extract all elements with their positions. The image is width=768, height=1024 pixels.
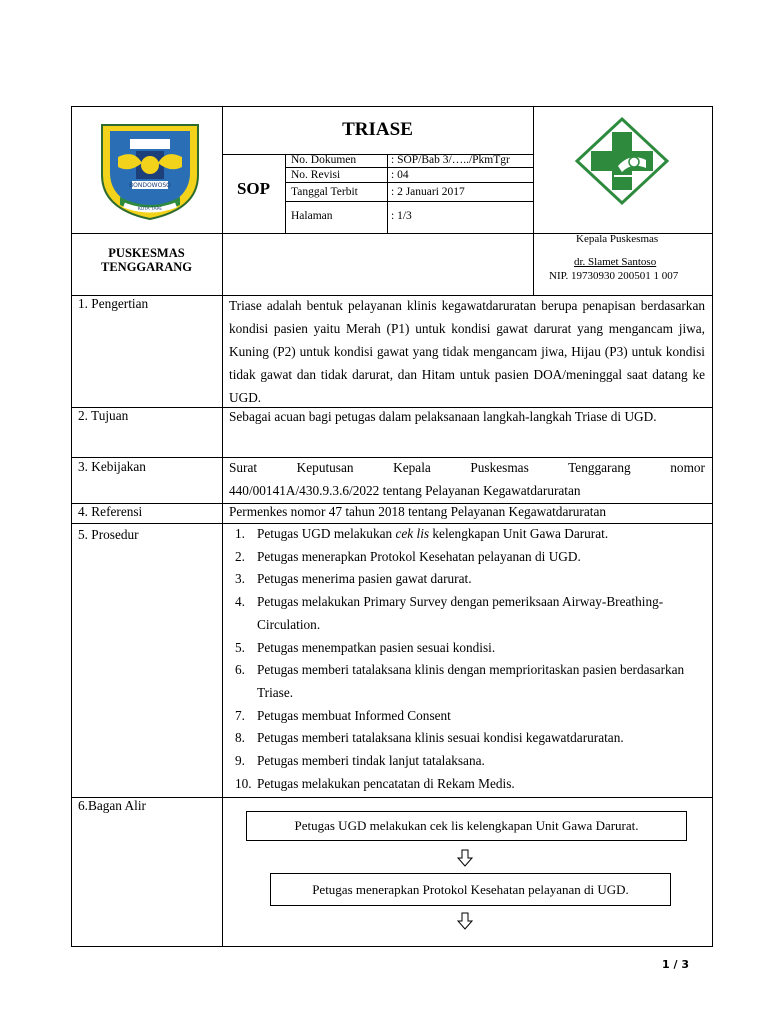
org-name-line1: PUSKESMAS bbox=[108, 246, 185, 260]
flow-step-2: Petugas menerapkan Protokol Kesehatan pelayanan di UGD. bbox=[270, 873, 671, 906]
kebijakan-line1: Surat Keputusan Kepala Puskesmas Tenggarang nomor bbox=[229, 460, 705, 475]
list-item bbox=[235, 591, 705, 636]
tujuan-text: Sebagai acuan bagi petugas dalam pelaksanaan langkah-langkah Triase di UGD. bbox=[229, 409, 657, 424]
meta-value-dokumen: : SOP/Bab 3/…../PkmTgr bbox=[391, 154, 510, 166]
list-item-text: Petugas melakukan Primary Survey dengan pemeriksaan Airway-Breathing-Circulation. bbox=[257, 594, 664, 632]
list-item bbox=[235, 568, 705, 591]
section-label-pengertian: 1. Pengertian bbox=[78, 296, 149, 311]
referensi-text: Permenkes nomor 47 tahun 2018 tentang Pelayanan Kegawatdaruratan bbox=[229, 504, 606, 519]
page-number: 1 / 3 bbox=[662, 958, 689, 971]
list-item bbox=[235, 727, 705, 750]
list-item-text: Petugas menerapkan Protokol Kesehatan pelayanan di UGD. bbox=[257, 548, 581, 564]
meta-value-revisi: : 04 bbox=[391, 169, 409, 181]
list-item bbox=[235, 546, 705, 569]
section-label-referensi: 4. Referensi bbox=[78, 504, 143, 519]
section-label-kebijakan: 3. Kebijakan bbox=[78, 459, 146, 474]
list-item bbox=[235, 523, 705, 546]
list-item bbox=[235, 705, 705, 728]
kebijakan-line2: 440/00141A/430.9.3.6/2022 tentang Pelayanan Kegawatdaruratan bbox=[229, 483, 581, 498]
puskesmas-logo bbox=[574, 116, 670, 206]
list-number: 6. bbox=[235, 662, 245, 678]
meta-label-revisi: No. Revisi bbox=[291, 169, 341, 181]
down-arrow-icon bbox=[457, 912, 473, 930]
rule bbox=[387, 154, 388, 233]
sop-label: SOP bbox=[236, 179, 271, 198]
list-item-text: Petugas menerima pasien gawat darurat. bbox=[257, 571, 472, 587]
doc-title: TRIASE bbox=[342, 119, 413, 140]
list-item-text: Petugas memberi tindak lanjut tatalaksana. bbox=[257, 753, 485, 769]
list-item-text: Petugas UGD melakukan bbox=[257, 526, 396, 541]
list-item-text: Petugas memberi tatalaksana klinis sesuai kondisi kegawatdaruratan. bbox=[257, 730, 624, 746]
list-number: 3. bbox=[235, 571, 245, 587]
prosedur-list bbox=[235, 523, 705, 795]
list-item-text: Petugas memberi tatalaksana klinis dengan memprioritaskan pasien berdasarkan Triase. bbox=[257, 662, 685, 700]
list-item bbox=[235, 750, 705, 773]
emblem-text: BONDOWOSO bbox=[129, 182, 171, 189]
list-number: 2. bbox=[235, 548, 245, 564]
meta-label-dokumen: No. Dokumen bbox=[291, 154, 357, 166]
section-label-tujuan: 2. Tujuan bbox=[78, 408, 129, 423]
down-arrow-icon bbox=[457, 849, 473, 867]
list-item-emphasis: cek lis bbox=[395, 526, 430, 541]
list-number: 10. bbox=[235, 775, 252, 791]
list-item-text: Petugas membuat Informed Consent bbox=[257, 707, 451, 723]
flow-step-1: Petugas UGD melakukan cek lis kelengkapan Unit Gawa Darurat. bbox=[246, 811, 687, 841]
rule bbox=[71, 797, 713, 798]
list-item-text: kelengkapan Unit Gawa Darurat. bbox=[429, 526, 609, 541]
rule bbox=[285, 154, 286, 233]
head-nip: NIP. 19730930 200501 1 007 bbox=[549, 270, 679, 282]
section-label-bagan: 6.Bagan Alir bbox=[78, 798, 146, 813]
rule bbox=[533, 106, 534, 295]
list-number: 4. bbox=[235, 594, 245, 610]
list-item bbox=[235, 773, 705, 796]
list-item bbox=[235, 659, 705, 704]
list-number: 7. bbox=[235, 707, 245, 723]
rule bbox=[285, 201, 533, 202]
list-number: 8. bbox=[235, 730, 245, 746]
list-item-text: Petugas melakukan pencatatan di Rekam Medis. bbox=[257, 775, 515, 791]
org-name-line2: TENGGARANG bbox=[101, 260, 192, 274]
rule bbox=[285, 182, 533, 183]
section-label-prosedur: 5. Prosedur bbox=[78, 527, 139, 542]
regency-emblem-logo bbox=[94, 117, 206, 221]
head-name: dr. Slamet Santoso bbox=[574, 256, 657, 268]
list-number: 9. bbox=[235, 753, 245, 769]
list-item bbox=[235, 637, 705, 660]
emblem-banner: KOTA TAPE bbox=[137, 207, 163, 212]
pengertian-text: Triase adalah bentuk pelayanan klinis kegawatdaruratan berupa penapisan berdasarkan kondisi pasien yaitu Merah (P1) untuk kondisi gawat darurat yang mengancam jiwa, Kuning (P2) untuk kondisi gawat yang tidak mengancam jiwa, Hijau (P3) untuk kondisi tidak gawat dan tidak darurat, dan Hitam untuk pasien DOA/meninggal saat datang ke UGD. bbox=[229, 298, 705, 405]
list-number: 5. bbox=[235, 639, 245, 655]
head-title: Kepala Puskesmas bbox=[576, 233, 659, 245]
meta-value-halaman: : 1/3 bbox=[391, 210, 412, 222]
meta-label-tanggal: Tanggal Terbit bbox=[291, 186, 358, 198]
list-number: 1. bbox=[235, 526, 245, 541]
meta-label-halaman: Halaman bbox=[291, 210, 333, 222]
meta-value-tanggal: : 2 Januari 2017 bbox=[391, 186, 465, 198]
list-item-text: Petugas menempatkan pasien sesuai kondisi. bbox=[257, 639, 496, 655]
